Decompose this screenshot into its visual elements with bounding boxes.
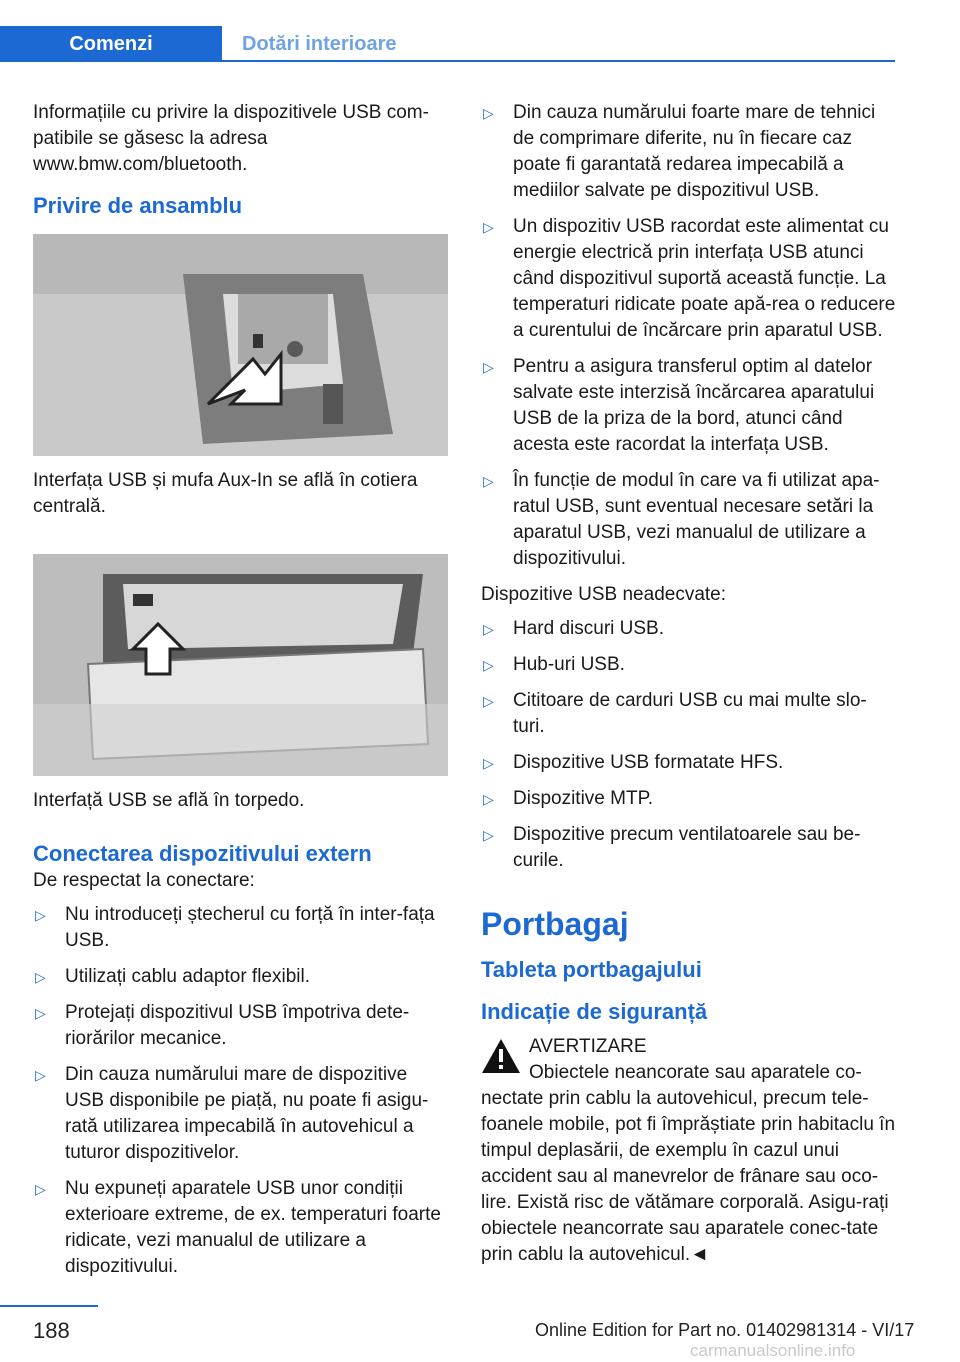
triangle-bullet-icon: ▷ — [35, 1005, 46, 1021]
usb-notes-list — [481, 100, 896, 572]
caption-glovebox: Interfață USB se află în torpedo. — [33, 790, 305, 811]
triangle-bullet-icon: ▷ — [483, 105, 494, 121]
list-item: ▷ Din cauza numărului mare de dispozitive USB disponibile pe piață, nu poate fi asigu‐rată utilizarea impecabilă în autovehicul a tuturor dispozitivelor. — [35, 1064, 429, 1163]
glovebox-photo-icon — [33, 554, 448, 776]
warning-block — [481, 1034, 896, 1060]
heading-overview: Privire de ansamblu — [33, 193, 243, 218]
armrest-photo-icon — [33, 234, 448, 456]
left-column — [33, 100, 448, 1290]
triangle-bullet-icon: ▷ — [35, 907, 46, 923]
triangle-bullet-icon: ▷ — [483, 827, 494, 843]
page-header — [0, 0, 895, 62]
unsuitable-devices-list — [481, 616, 896, 874]
triangle-bullet-icon: ▷ — [483, 693, 494, 709]
tab-comenzi[interactable]: Comenzi — [0, 26, 222, 62]
list-item: ▷ Cititoare de carduri USB cu mai multe slo‐turi. — [483, 690, 867, 737]
warning-title: AVERTIZARE — [529, 1036, 647, 1057]
triangle-bullet-icon: ▷ — [483, 755, 494, 771]
list-item: ▷ Protejați dispozitivul USB împotriva dete‐riorărilor mecanice. — [35, 1002, 410, 1049]
page-number: 188 — [33, 1318, 70, 1343]
figure-armrest-usb — [33, 234, 448, 456]
triangle-bullet-icon: ▷ — [35, 1181, 46, 1197]
triangle-bullet-icon: ▷ — [483, 791, 494, 807]
list-item: ▷ În funcție de modul în care va fi utilizat apa‐ratul USB, sunt eventual necesare setări la aparatul USB, vezi manualul de utilizare a dispozitivului. — [483, 470, 880, 569]
list-item: ▷ Pentru a asigura transferul optim al datelor salvate este interzisă încărcarea aparatului USB de la priza de la bord, atunci când acesta este racordat la interfața USB. — [483, 356, 875, 455]
triangle-bullet-icon: ▷ — [35, 1067, 46, 1083]
triangle-bullet-icon: ▷ — [483, 621, 494, 637]
list-item: ▷ Nu introduceți ștecherul cu forță în inter‐fața USB. — [35, 904, 435, 951]
warning-triangle-icon — [481, 1038, 521, 1074]
heading-trunk: Portbagaj — [481, 906, 629, 942]
caption-armrest: Interfața USB și mufa Aux-In se află în cotiera centrală. — [33, 470, 418, 517]
list-item: ▷ Nu expuneți aparatele USB unor condiții exterioare extreme, de ex. temperaturi foarte ridicate, vezi manualul de utilizare a dispozitivului. — [35, 1178, 441, 1277]
triangle-bullet-icon: ▷ — [483, 359, 494, 375]
connect-intro: De respectat la conectare: — [33, 870, 255, 891]
triangle-bullet-icon: ▷ — [35, 969, 46, 985]
list-item: ▷ Un dispozitiv USB racordat este alimentat cu energie electrică prin interfața USB atunci când dispozitivul suportă această funcție. La temperaturi ridicate poate apă‐rea o reducere a curentului de încărcare prin aparatul USB. — [483, 216, 896, 341]
tab-dotari-interioare[interactable]: Dotări interioare — [222, 26, 895, 62]
connect-bullet-list — [33, 902, 448, 1280]
intro-paragraph: Informațiile cu privire la dispozitivele USB com‐patibile se găsesc la adresa www.bmw.com/bluetooth. — [33, 102, 429, 175]
heading-connect: Conectarea dispozitivului extern — [33, 841, 372, 866]
triangle-bullet-icon: ▷ — [483, 219, 494, 235]
heading-trunk-shelf: Tableta portbagajului — [481, 957, 702, 982]
figure-glovebox-usb — [33, 554, 448, 776]
edition-line: Online Edition for Part no. 01402981314 - VI/17 — [535, 1320, 915, 1340]
header-rule — [0, 60, 895, 62]
triangle-bullet-icon: ▷ — [483, 473, 494, 489]
list-item: ▷ Dispozitive USB formatate HFS. — [481, 750, 896, 776]
right-column — [481, 100, 896, 1268]
list-item: ▷ Hub-uri USB. — [481, 652, 896, 678]
list-item: ▷ Dispozitive MTP. — [481, 786, 896, 812]
list-item: ▷ Din cauza numărului foarte mare de tehnici de comprimare diferite, nu în fiecare caz poate fi garantată redarea impecabilă a mediilor salvate pe dispozitivul USB. — [483, 102, 876, 201]
heading-safety: Indicație de siguranță — [481, 999, 708, 1024]
list-item: ▷ Hard discuri USB. — [481, 616, 896, 642]
triangle-bullet-icon: ▷ — [483, 657, 494, 673]
footer-rule — [0, 1305, 98, 1307]
list-item: ▷ Utilizați cablu adaptor flexibil. — [33, 964, 448, 990]
watermark: carmanualsonline.info — [690, 1341, 856, 1360]
warning-text: Obiectele neancorate sau aparatele co‐nectate prin cablu la autovehicul, precum tele‐foanele mobile, pot fi împrăștiate prin habitaclu în timpul deplasării, de exemplu în cazul unui accident sau al manevrelor de frânare sau oco‐lire. Există risc de vătămare corporală. Asigu‐rați obiectele neancorrate sau aparatele conec‐tate prin cablu la autovehicul.◄ — [481, 1062, 896, 1265]
list-item: ▷ Dispozitive precum ventilatoarele sau be‐curile. — [483, 824, 861, 871]
unsuitable-intro: Dispozitive USB neadecvate: — [481, 584, 727, 605]
